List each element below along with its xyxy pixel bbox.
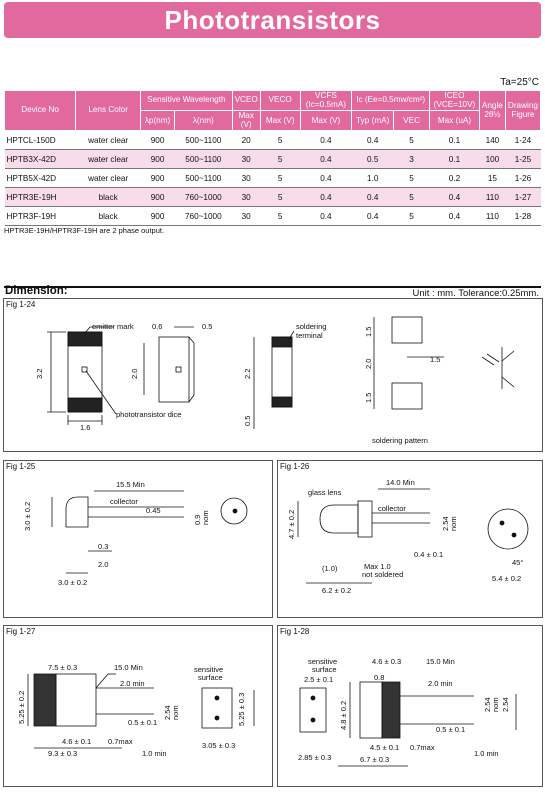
svg-text:2.85 ± 0.3: 2.85 ± 0.3 <box>298 753 332 762</box>
svg-text:3.0 ± 0.2: 3.0 ± 0.2 <box>23 501 32 531</box>
sub-vcfs-max: Max (V) <box>300 111 352 131</box>
svg-text:surface: surface <box>198 673 223 682</box>
fig-1-24-drawing <box>4 299 542 451</box>
ambient-temperature: Ta=25°C <box>500 77 539 88</box>
svg-text:2.5 ± 0.1: 2.5 ± 0.1 <box>304 675 334 684</box>
fig-1-24-panel <box>3 298 543 452</box>
table-row: HPTR3F-19H black 900 760~1000 30 5 0.4 0.4 5 0.4 110 1-28 <box>5 207 541 226</box>
svg-text:0.7max: 0.7max <box>410 743 435 752</box>
dice-label: phototransistor dice <box>116 410 182 419</box>
svg-text:(1.0): (1.0) <box>322 564 338 573</box>
soldering-pattern-label: soldering pattern <box>372 436 428 445</box>
header-veco: VECO <box>260 91 300 111</box>
svg-text:2.54: 2.54 <box>163 705 172 720</box>
svg-text:0.6: 0.6 <box>152 322 163 331</box>
svg-text:0.8: 0.8 <box>374 673 385 682</box>
fig-1-27-drawing <box>4 626 272 786</box>
svg-text:15.0 Min: 15.0 Min <box>426 657 455 666</box>
table-row: HPTB3X-42D water clear 900 500~1100 30 5 0.4 0.5 3 0.1 100 1-25 <box>5 150 541 169</box>
svg-text:nom: nom <box>449 516 458 531</box>
svg-text:terminal: terminal <box>296 331 323 340</box>
svg-text:Max 1.0: Max 1.0 <box>364 562 391 571</box>
svg-text:0.4 ± 0.1: 0.4 ± 0.1 <box>414 550 444 559</box>
svg-text:collector: collector <box>378 504 406 513</box>
svg-text:3.0 ± 0.2: 3.0 ± 0.2 <box>58 578 88 587</box>
svg-text:0.5: 0.5 <box>202 322 213 331</box>
table-row: HPTB5X-42D water clear 900 500~1100 30 5 0.4 1.0 5 0.2 15 1-26 <box>5 169 541 188</box>
svg-text:5.25 ± 0.3: 5.25 ± 0.3 <box>237 692 246 726</box>
svg-text:4.5 ± 0.1: 4.5 ± 0.1 <box>370 743 400 752</box>
svg-text:3.05 ± 0.3: 3.05 ± 0.3 <box>202 741 236 750</box>
svg-text:4.7 ± 0.2: 4.7 ± 0.2 <box>287 509 296 539</box>
svg-text:7.5 ± 0.3: 7.5 ± 0.3 <box>48 663 78 672</box>
svg-text:15.5 Min: 15.5 Min <box>116 480 145 489</box>
fig-1-28-drawing <box>278 626 542 786</box>
svg-text:sensitive: sensitive <box>308 657 338 666</box>
dimension-title: Dimension: <box>5 285 68 297</box>
svg-text:5.4 ± 0.2: 5.4 ± 0.2 <box>492 574 522 583</box>
svg-text:collector: collector <box>110 497 138 506</box>
fig-label: Fig 1-24 <box>6 300 36 309</box>
page-title: Phototransistors <box>164 5 381 35</box>
svg-text:surface: surface <box>312 665 337 674</box>
sub-lp: λp(nm) <box>141 111 175 131</box>
svg-text:3.2: 3.2 <box>35 368 44 379</box>
svg-text:nom: nom <box>491 697 500 712</box>
emitter-mark-label: emitter mark <box>92 322 134 331</box>
svg-text:sensitive: sensitive <box>194 665 224 674</box>
header-vcfs: VCFS (Ic=0.5mA) <box>300 91 352 111</box>
svg-text:0.5 ± 0.1: 0.5 ± 0.1 <box>436 725 466 734</box>
svg-text:9.3 ± 0.3: 9.3 ± 0.3 <box>48 749 78 758</box>
svg-text:2.54: 2.54 <box>441 516 450 531</box>
spec-table <box>4 90 541 226</box>
svg-text:4.8 ± 0.2: 4.8 ± 0.2 <box>339 700 348 730</box>
svg-text:2.0: 2.0 <box>130 368 139 379</box>
svg-text:1.5: 1.5 <box>430 355 441 364</box>
header-angle: Angle 2θ½ <box>479 91 505 131</box>
svg-text:2.54: 2.54 <box>483 697 492 712</box>
svg-text:4.6 ± 0.1: 4.6 ± 0.1 <box>62 737 92 746</box>
header-wavelength: Sensitive Wavelength <box>141 91 232 111</box>
fig-1-26-panel: Fig 1-26 glass lens 14.0 Min collector 4.7 ± 0.2 2.54 nom 0.4 ± 0.1 (1.0) Max 1.0 not soldered 6.2 ± 0.2 45° 5.4 ± 0.2 <box>277 460 543 618</box>
svg-text:soldering: soldering <box>296 322 327 331</box>
svg-text:0.9: 0.9 <box>193 514 202 525</box>
svg-text:6.2 ± 0.2: 6.2 ± 0.2 <box>322 586 352 595</box>
header-lens: Lens Color <box>76 91 141 131</box>
sub-l: λ(nm) <box>175 111 233 131</box>
header-vceo: VCEO <box>232 91 260 111</box>
svg-text:6.7 ± 0.3: 6.7 ± 0.3 <box>360 755 390 764</box>
svg-text:15.0 Min: 15.0 Min <box>114 663 143 672</box>
header-iceo: ICEO (VCE=10V) <box>430 91 480 111</box>
svg-text:1.0 min: 1.0 min <box>142 749 167 758</box>
header-drawing: Drawing Figure <box>505 91 540 131</box>
sub-veco-max: Max (V) <box>260 111 300 131</box>
svg-text:2.0: 2.0 <box>98 560 109 569</box>
svg-text:14.0 Min: 14.0 Min <box>386 478 415 487</box>
svg-text:0.5 ± 0.1: 0.5 ± 0.1 <box>128 718 158 727</box>
svg-text:1.6: 1.6 <box>80 423 91 432</box>
svg-text:2.0 min: 2.0 min <box>120 679 145 688</box>
fig-1-26-drawing <box>278 461 542 617</box>
svg-text:2.0 min: 2.0 min <box>428 679 453 688</box>
footnote: HPTR3E-19H/HPTR3F-19H are 2 phase output. <box>4 226 165 235</box>
table-row: HPTR3E-19H black 900 760~1000 30 5 0.4 0.4 5 0.4 110 1-27 <box>5 188 541 207</box>
sub-ic-typ: Typ (mA) <box>352 111 394 131</box>
svg-text:0.3: 0.3 <box>98 542 109 551</box>
sub-iceo-max: Max (uA) <box>430 111 480 131</box>
fig-1-27-panel: Fig 1-27 7.5 ± 0.3 15.0 Min 2.0 min sensitive surface 5.25 ± 0.2 2.54 nom 0.5 ± 0.1 4.6 ± 0.1 0.7max 9.3 ± 0.3 1.0 min 5.25 ± 0.3 3.05 ± 0.3 <box>3 625 273 787</box>
svg-text:5.25 ± 0.2: 5.25 ± 0.2 <box>17 690 26 724</box>
header-ic: Ic (Ee=0.5mw/cm²) <box>352 91 430 111</box>
svg-text:1.0 min: 1.0 min <box>474 749 499 758</box>
svg-text:4.6 ± 0.3: 4.6 ± 0.3 <box>372 657 402 666</box>
title-banner <box>4 2 541 38</box>
svg-text:1.5: 1.5 <box>364 392 373 403</box>
table-header-row <box>5 91 541 111</box>
fig-1-28-panel: Fig 1-28 sensitive surface 2.5 ± 0.1 4.6 ± 0.3 15.0 Min 0.8 2.0 min 4.8 ± 0.2 2.54 nom 2.54 0.5 ± 0.1 4.5 ± 0.1 0.7max 2.85 ± 0.3 6.7 ± 0.3 1.0 min <box>277 625 543 787</box>
svg-text:2.2: 2.2 <box>243 368 252 379</box>
svg-text:1.5: 1.5 <box>364 326 373 337</box>
sub-vec: VEC <box>394 111 430 131</box>
svg-text:not soldered: not soldered <box>362 570 404 579</box>
svg-text:0.7max: 0.7max <box>108 737 133 746</box>
fig-1-25-drawing <box>4 461 272 617</box>
units-note: Unit : mm. Tolerance:0.25mm. <box>412 288 539 299</box>
svg-text:2.54: 2.54 <box>501 697 510 712</box>
svg-text:nom: nom <box>201 510 210 525</box>
svg-text:glass lens: glass lens <box>308 488 342 497</box>
svg-text:2.0: 2.0 <box>364 358 373 369</box>
svg-text:0.45: 0.45 <box>146 506 161 515</box>
fig-1-25-panel: Fig 1-25 15.5 Min collector 0.45 3.0 ± 0.2 0.9 nom 0.3 2.0 3.0 ± 0.2 <box>3 460 273 618</box>
header-device: Device No <box>5 91 76 131</box>
table-row: HPTCL-150D water clear 900 500~1100 20 5 0.4 0.4 5 0.1 140 1-24 <box>5 131 541 150</box>
sub-vceo-max: Max (V) <box>232 111 260 131</box>
svg-text:nom: nom <box>171 705 180 720</box>
svg-text:0.5: 0.5 <box>243 415 252 426</box>
svg-text:45°: 45° <box>512 558 524 567</box>
